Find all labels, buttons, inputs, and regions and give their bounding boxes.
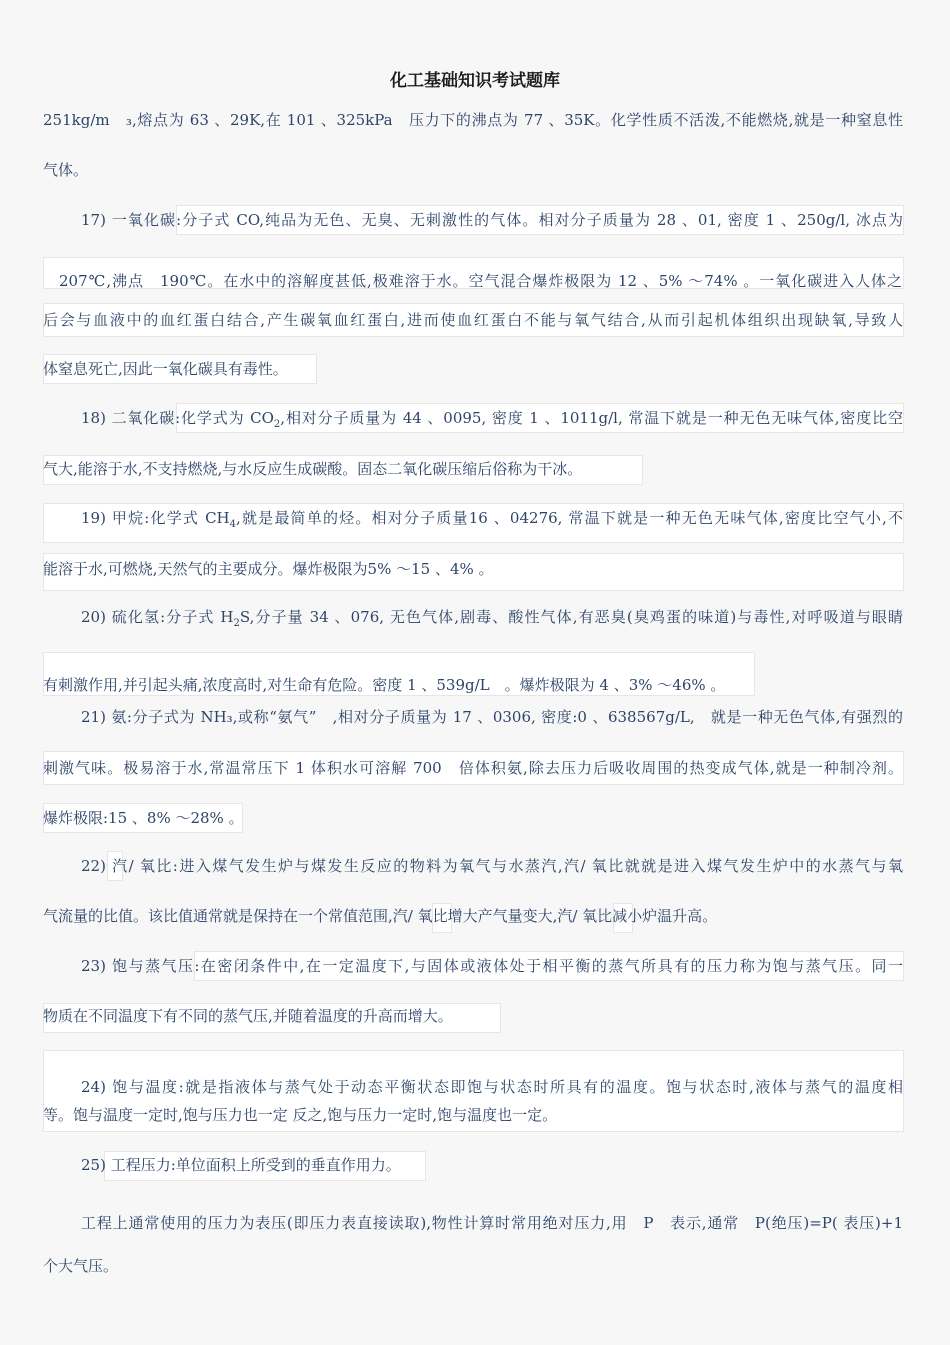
paragraph-line: 物质在不同温度下有不同的蒸气压,并随着温度的升高而增大。 <box>43 1007 453 1025</box>
paragraph-line: 有刺激作用,并引起头痛,浓度高时,对生命有危险。密度 1 、539g/L 。爆炸极限为 4 、3% ～46% 。 <box>43 676 726 694</box>
formula-text: ,相对分子质量为 44 、0095, 密度 1 、1011g/l, 常温下就是一种无色无味气体,密度比空 <box>280 409 903 427</box>
paragraph-line: 207℃,沸点 190℃。在水中的溶解度甚低,极难溶于水。空气混合爆炸极限为 12 、5% ～74% 。一氧化碳进入人体之 <box>59 272 902 290</box>
subscript: 2 <box>233 618 240 629</box>
paragraph-line: 17) 一氧化碳:分子式 CO,纯品为无色、无臭、无刺激性的气体。相对分子质量为 28 、01, 密度 1 、250g/l, 冰点为 <box>81 211 903 229</box>
paragraph-line: 工程上通常使用的压力为表压(即压力表直接读取),物性计算时常用绝对压力,用 P 表示,通常 P(绝压)=P( 表压)+1 <box>81 1214 903 1232</box>
formula-text: 18) 二氧化碳:化学式为 CO <box>81 409 274 427</box>
formula-text: ,就是最简单的烃。相对分子质量16 、04276, 常温下就是一种无色无味气体,密度比空气小,不 <box>236 509 903 527</box>
paragraph-line: 24) 饱与温度:就是指液体与蒸气处于动态平衡状态即饱与状态时所具有的温度。饱与状态时,液体与蒸气的温度相 <box>81 1078 903 1096</box>
paragraph-line: 能溶于水,可燃烧,天然气的主要成分。爆炸极限为5% ～15 、4% 。 <box>43 560 494 578</box>
formula-text: 19) 甲烷:化学式 CH <box>81 509 230 527</box>
paragraph-line: 刺激气味。极易溶于水,常温常压下 1 体积水可溶解 700 倍体积氨,除去压力后吸收周围的热变成气体,就是一种制冷剂。 <box>43 759 903 777</box>
formula-text: 20) 硫化氢:分子式 H <box>81 608 234 626</box>
subscript: 4 <box>229 519 237 530</box>
paragraph-line: 等。饱与温度一定时,饱与压力也一定 反之,饱与压力一定时,饱与温度也一定。 <box>43 1106 558 1124</box>
paragraph-line: 23) 饱与蒸气压:在密闭条件中,在一定温度下,与固体或液体处于相平衡的蒸气所具有的压力称为饱与蒸气压。同一 <box>81 957 903 975</box>
paragraph-line: 气流量的比值。该比值通常就是保持在一个常值范围,汽/ 氧比增大产气量变大,汽/ 氧比减小炉温升高。 <box>43 907 718 925</box>
paragraph-line: 21) 氨:分子式为 NH₃,或称“氨气” ,相对分子质量为 17 、0306, 密度:0 、638567g/L, 就是一种无色气体,有强烈的 <box>81 708 903 726</box>
formula-text: S,分子量 34 、076, 无色气体,剧毒、酸性气体,有恶臭(臭鸡蛋的味道)与毒性,对呼吸道与眼睛 <box>239 608 903 626</box>
paragraph-line: 22) 汽/ 氧比:进入煤气发生炉与煤发生反应的物料为氧气与水蒸汽,汽/ 氧比就就是进入煤气发生炉中的水蒸气与氧 <box>81 857 903 875</box>
paragraph-line: 个大气压。 <box>43 1257 119 1275</box>
paragraph-line <box>81 508 903 535</box>
paragraph-line: 251kg/m ₃,熔点为 63 、29K,在 101 、325kPa 压力下的沸点为 77 、35K。化学性质不活泼,不能燃烧,就是一种窒息性 <box>43 111 903 129</box>
paragraph-line <box>81 607 903 634</box>
paragraph-line: 爆炸极限:15 、8% ～28% 。 <box>43 809 244 827</box>
paragraph-line: 后会与血液中的血红蛋白结合,产生碳氧血红蛋白,进而使血红蛋白不能与氧气结合,从而引起机体组织出现缺氧,导致人 <box>43 311 903 329</box>
paragraph-line: 25) 工程压力:单位面积上所受到的垂直作用力。 <box>81 1156 401 1174</box>
page-title: 化工基础知识考试题库 <box>390 71 560 91</box>
paragraph-line: 气大,能溶于水,不支持燃烧,与水反应生成碳酸。固态二氧化碳压缩后俗称为干冰。 <box>43 460 583 478</box>
paragraph-line: 气体。 <box>43 161 89 179</box>
paragraph-line <box>81 408 903 435</box>
paragraph-line: 体窒息死亡,因此一氧化碳具有毒性。 <box>43 360 288 378</box>
subscript: 2 <box>273 419 281 430</box>
